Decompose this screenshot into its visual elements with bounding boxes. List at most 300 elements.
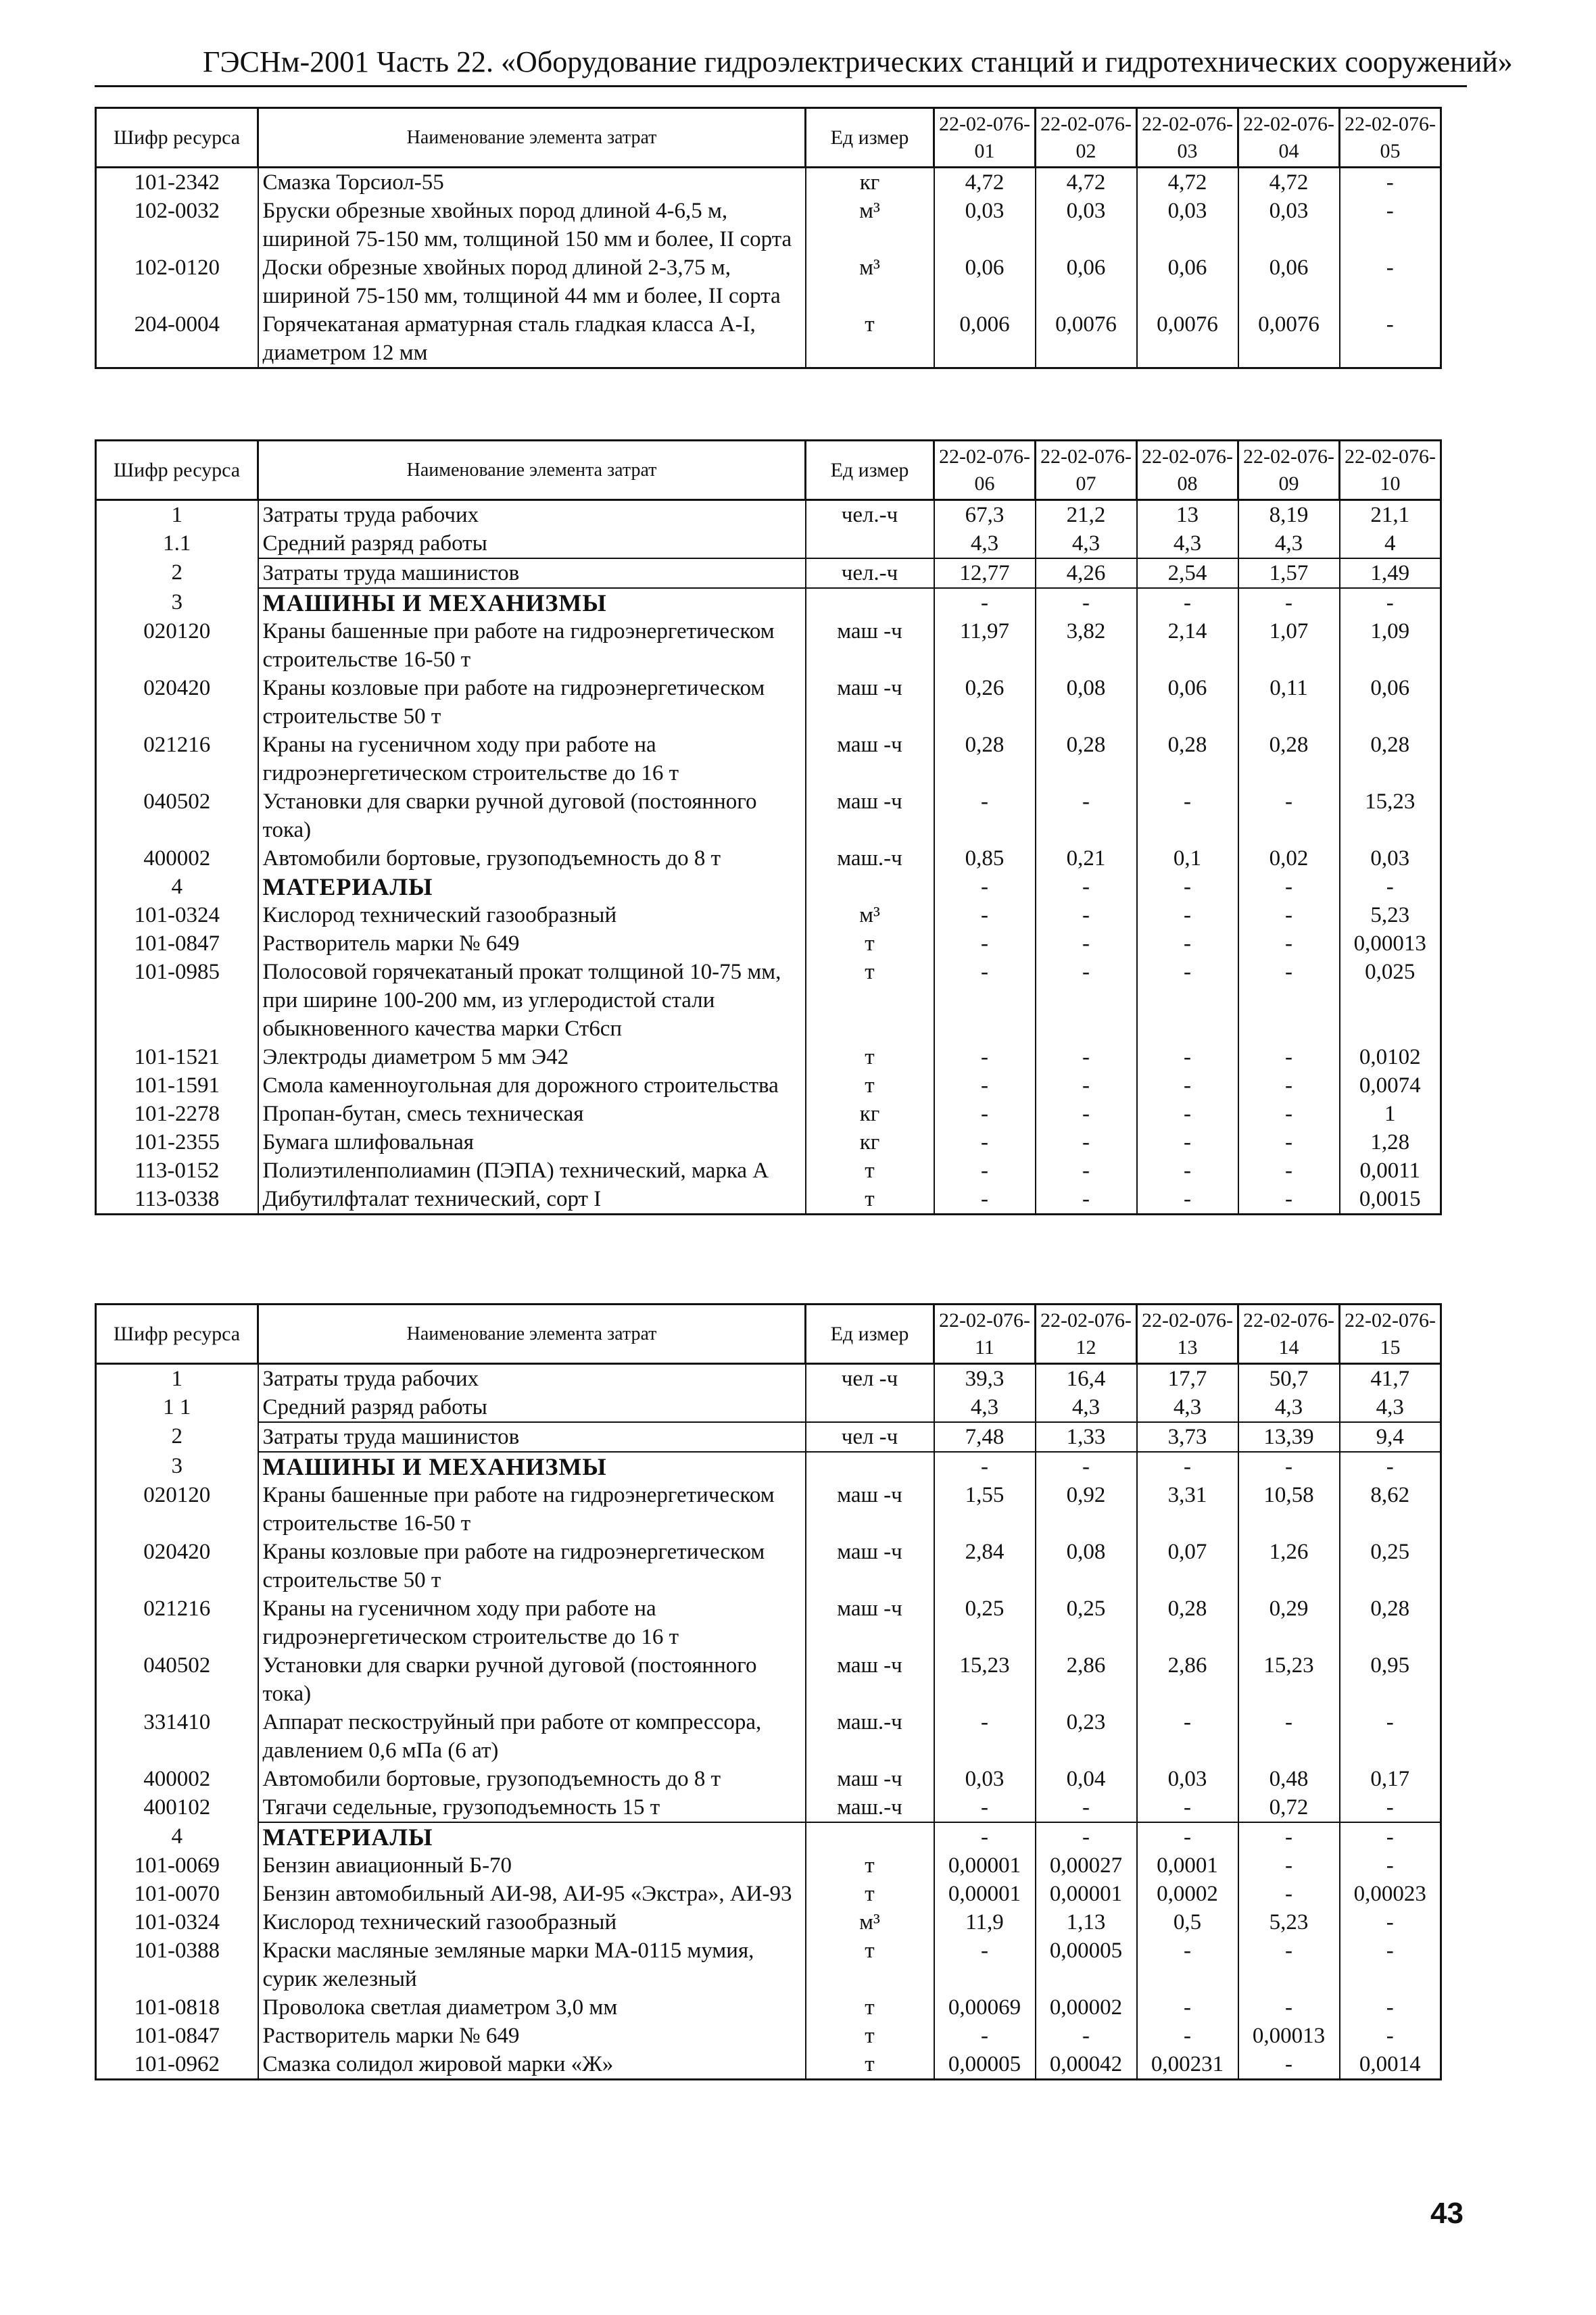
value-cell: - — [934, 1822, 1036, 1851]
unit-cell — [806, 1452, 934, 1481]
value-cell: - — [1137, 873, 1238, 901]
value-cell: 0,25 — [934, 1594, 1036, 1651]
value-cell: 4,3 — [1137, 529, 1238, 558]
value-cell: - — [1340, 1908, 1441, 1936]
value-cell: - — [1238, 1993, 1340, 2022]
value-cell: 4,3 — [934, 529, 1036, 558]
value-cell: - — [1137, 1100, 1238, 1128]
value-cell: - — [1137, 1822, 1238, 1851]
unit-cell: т — [806, 1185, 934, 1215]
unit-cell — [806, 1822, 934, 1851]
table-row — [96, 310, 1441, 368]
cost-element-name: Пропан-бутан, смесь техническая — [258, 1100, 806, 1128]
value-cell: 3,82 — [1036, 617, 1137, 674]
unit-cell: т — [806, 958, 934, 1043]
value-cell: 5,23 — [1238, 1908, 1340, 1936]
value-cell: 1,57 — [1238, 558, 1340, 588]
table-row — [96, 1071, 1441, 1100]
header-col: 22-02-076-08 — [1137, 441, 1238, 500]
resource-code: 102-0032 — [96, 197, 258, 253]
header-col: 22-02-076-02 — [1036, 108, 1137, 168]
header-col: 22-02-076-15 — [1340, 1305, 1441, 1364]
resource-code: 101-2278 — [96, 1100, 258, 1128]
value-cell: 0,28 — [1137, 1594, 1238, 1651]
value-cell: - — [1137, 1071, 1238, 1100]
resource-code: 400002 — [96, 844, 258, 873]
cost-element-name: МАШИНЫ И МЕХАНИЗМЫ — [258, 588, 806, 617]
unit-cell: кг — [806, 1100, 934, 1128]
cost-element-name: Краны козловые при работе на гидроэнергетическом строительстве 50 т — [258, 1538, 806, 1594]
value-cell: - — [1238, 873, 1340, 901]
value-cell: 0,29 — [1238, 1594, 1340, 1651]
value-cell: - — [1340, 1851, 1441, 1880]
cost-element-name: Бумага шлифовальная — [258, 1128, 806, 1156]
value-cell: 0,25 — [1340, 1538, 1441, 1594]
table-row — [96, 1765, 1441, 1793]
value-cell: 4,72 — [1238, 168, 1340, 197]
value-cell: 4,3 — [1137, 1393, 1238, 1422]
cost-element-name: Доски обрезные хвойных пород длиной 2-3,75 м, шириной 75-150 мм, толщиной 44 мм и более, II сорта — [258, 253, 806, 310]
value-cell: 0,28 — [1340, 731, 1441, 787]
value-cell: 0,95 — [1340, 1651, 1441, 1708]
value-cell: - — [1238, 1851, 1340, 1880]
value-cell: - — [1137, 2022, 1238, 2050]
value-cell: 12,77 — [934, 558, 1036, 588]
value-cell: - — [934, 929, 1036, 958]
value-cell: 0,28 — [1238, 731, 1340, 787]
table-row — [96, 1822, 1441, 1851]
value-cell: 0,03 — [1137, 1765, 1238, 1793]
resource-code: 1 — [96, 500, 258, 530]
value-cell: - — [1340, 2022, 1441, 2050]
table-row — [96, 873, 1441, 901]
value-cell: 7,48 — [934, 1422, 1036, 1452]
value-cell: 10,58 — [1238, 1481, 1340, 1538]
value-cell: 4,72 — [934, 168, 1036, 197]
value-cell: 1,33 — [1036, 1422, 1137, 1452]
cost-element-name: Полосовой горячекатаный прокат толщиной 10-75 мм, при ширине 100-200 мм, из углеродистой стали обыкновенного качества марки Ст6сп — [258, 958, 806, 1043]
value-cell: - — [934, 1128, 1036, 1156]
value-cell: - — [1036, 1185, 1137, 1215]
table-row — [96, 844, 1441, 873]
value-cell: 41,7 — [1340, 1364, 1441, 1394]
unit-cell: кг — [806, 168, 934, 197]
value-cell: - — [934, 588, 1036, 617]
cost-element-name: Смазка солидол жировой марки «Ж» — [258, 2050, 806, 2080]
norm-table-2 — [95, 439, 1442, 1215]
header-rule — [95, 85, 1467, 87]
value-cell: 0,11 — [1238, 674, 1340, 731]
value-cell: - — [1238, 1043, 1340, 1071]
unit-cell: маш -ч — [806, 1651, 934, 1708]
value-cell: 2,86 — [1036, 1651, 1137, 1708]
value-cell: 39,3 — [934, 1364, 1036, 1394]
unit-cell: т — [806, 310, 934, 368]
value-cell: 0,025 — [1340, 958, 1441, 1043]
value-cell: - — [1340, 1822, 1441, 1851]
value-cell: - — [1238, 1936, 1340, 1993]
value-cell: 0,00002 — [1036, 1993, 1137, 2022]
resource-code: 1 1 — [96, 1393, 258, 1422]
value-cell: 0,00013 — [1238, 2022, 1340, 2050]
table-row — [96, 674, 1441, 731]
unit-cell — [806, 1393, 934, 1422]
header-code: Шифр ресурса — [96, 1305, 258, 1364]
value-cell: 0,03 — [1238, 197, 1340, 253]
value-cell: 4 — [1340, 529, 1441, 558]
table-row — [96, 1481, 1441, 1538]
value-cell: - — [934, 1071, 1036, 1100]
value-cell: 0,72 — [1238, 1793, 1340, 1822]
value-cell: - — [1036, 1822, 1137, 1851]
norm-table-1 — [95, 107, 1442, 369]
value-cell: 21,2 — [1036, 500, 1137, 530]
value-cell: - — [934, 2022, 1036, 2050]
table-row — [96, 529, 1441, 558]
value-cell: - — [1137, 1452, 1238, 1481]
value-cell: - — [934, 873, 1036, 901]
table-row — [96, 731, 1441, 787]
unit-cell: т — [806, 1043, 934, 1071]
value-cell: - — [1238, 929, 1340, 958]
resource-code: 204-0004 — [96, 310, 258, 368]
value-cell: - — [1238, 588, 1340, 617]
value-cell: - — [1036, 1156, 1137, 1185]
resource-code: 113-0338 — [96, 1185, 258, 1215]
value-cell: 0,21 — [1036, 844, 1137, 873]
value-cell: - — [1137, 1128, 1238, 1156]
value-cell: 0,25 — [1036, 1594, 1137, 1651]
cost-element-name: Тягачи седельные, грузоподъемность 15 т — [258, 1793, 806, 1822]
resource-code: 113-0152 — [96, 1156, 258, 1185]
value-cell: 0,28 — [1340, 1594, 1441, 1651]
value-cell: 0,00027 — [1036, 1851, 1137, 1880]
value-cell: - — [1137, 1993, 1238, 2022]
value-cell: 4,3 — [1238, 529, 1340, 558]
resource-code: 101-0962 — [96, 2050, 258, 2080]
cost-element-name: Смазка Торсиол-55 — [258, 168, 806, 197]
value-cell: - — [1137, 1936, 1238, 1993]
value-cell: - — [1137, 1043, 1238, 1071]
value-cell: 4,72 — [1137, 168, 1238, 197]
value-cell: 0,00005 — [934, 2050, 1036, 2080]
unit-cell — [806, 588, 934, 617]
cost-element-name: Автомобили бортовые, грузоподъемность до 8 т — [258, 1765, 806, 1793]
value-cell: - — [934, 958, 1036, 1043]
value-cell: 2,84 — [934, 1538, 1036, 1594]
resource-code: 101-0818 — [96, 1993, 258, 2022]
value-cell: 0,85 — [934, 844, 1036, 873]
resource-code: 040502 — [96, 787, 258, 844]
cost-element-name: Горячекатаная арматурная сталь гладкая класса А-I, диаметром 12 мм — [258, 310, 806, 368]
header-code: Шифр ресурса — [96, 441, 258, 500]
value-cell: 0,006 — [934, 310, 1036, 368]
cost-element-name: Кислород технический газообразный — [258, 901, 806, 929]
value-cell: 3,73 — [1137, 1422, 1238, 1452]
cost-element-name: Установки для сварки ручной дуговой (постоянного тока) — [258, 787, 806, 844]
value-cell: 4,3 — [1036, 1393, 1137, 1422]
value-cell: 0,07 — [1137, 1538, 1238, 1594]
cost-element-name: МАШИНЫ И МЕХАНИЗМЫ — [258, 1452, 806, 1481]
header-col: 22-02-076-09 — [1238, 441, 1340, 500]
cost-element-name: Краны на гусеничном ходу при работе на гидроэнергетическом строительстве до 16 т — [258, 731, 806, 787]
value-cell: - — [1036, 2022, 1137, 2050]
cost-element-name: Растворитель марки № 649 — [258, 929, 806, 958]
cost-element-name: Бензин авиационный Б-70 — [258, 1851, 806, 1880]
value-cell: - — [934, 901, 1036, 929]
value-cell: 0,00001 — [1036, 1880, 1137, 1908]
value-cell: - — [1238, 1156, 1340, 1185]
value-cell: - — [934, 787, 1036, 844]
value-cell: - — [1137, 901, 1238, 929]
unit-cell: маш.-ч — [806, 1708, 934, 1765]
value-cell: 13 — [1137, 500, 1238, 530]
value-cell: 2,14 — [1137, 617, 1238, 674]
value-cell: 1,28 — [1340, 1128, 1441, 1156]
header-col: 22-02-076-10 — [1340, 441, 1441, 500]
unit-cell: маш.-ч — [806, 1793, 934, 1822]
value-cell: 8,62 — [1340, 1481, 1441, 1538]
value-cell: - — [1340, 1452, 1441, 1481]
value-cell: 1,26 — [1238, 1538, 1340, 1594]
value-cell: 0,03 — [1340, 844, 1441, 873]
value-cell: - — [1238, 1452, 1340, 1481]
value-cell: - — [1036, 588, 1137, 617]
table-row — [96, 617, 1441, 674]
value-cell: 4,3 — [934, 1393, 1036, 1422]
value-cell: - — [1238, 1880, 1340, 1908]
resource-code: 021216 — [96, 1594, 258, 1651]
value-cell: 0,03 — [934, 197, 1036, 253]
header-name: Наименование элемента затрат — [258, 108, 806, 168]
value-cell: - — [1137, 1185, 1238, 1215]
unit-cell: т — [806, 1071, 934, 1100]
table-row — [96, 1993, 1441, 2022]
value-cell: - — [1238, 1128, 1340, 1156]
value-cell: - — [1238, 901, 1340, 929]
header-col: 22-02-076-12 — [1036, 1305, 1137, 1364]
resource-code: 102-0120 — [96, 253, 258, 310]
value-cell: - — [1137, 929, 1238, 958]
header-col: 22-02-076-01 — [934, 108, 1036, 168]
value-cell: 0,03 — [1137, 197, 1238, 253]
value-cell: 0,00023 — [1340, 1880, 1441, 1908]
unit-cell: т — [806, 1156, 934, 1185]
value-cell: 0,92 — [1036, 1481, 1137, 1538]
value-cell: - — [1238, 1185, 1340, 1215]
resource-code: 1 — [96, 1364, 258, 1394]
value-cell: 1,55 — [934, 1481, 1036, 1538]
value-cell: 0,04 — [1036, 1765, 1137, 1793]
table-row — [96, 588, 1441, 617]
cost-element-name: Затраты труда рабочих — [258, 1364, 806, 1394]
value-cell: 0,06 — [1137, 253, 1238, 310]
table-header — [96, 1305, 1441, 1364]
resource-code: 020420 — [96, 674, 258, 731]
cost-element-name: Смола каменноугольная для дорожного строительства — [258, 1071, 806, 1100]
value-cell: 0,03 — [1036, 197, 1137, 253]
value-cell: - — [1036, 901, 1137, 929]
table-row — [96, 197, 1441, 253]
cost-element-name: Краны башенные при работе на гидроэнергетическом строительстве 16-50 т — [258, 1481, 806, 1538]
value-cell: 0,02 — [1238, 844, 1340, 873]
table-row — [96, 1936, 1441, 1993]
table-row — [96, 1100, 1441, 1128]
table-body — [96, 168, 1441, 368]
value-cell: - — [1036, 873, 1137, 901]
unit-cell: маш -ч — [806, 617, 934, 674]
resource-code: 020420 — [96, 1538, 258, 1594]
header-code: Шифр ресурса — [96, 108, 258, 168]
value-cell: - — [1340, 197, 1441, 253]
table-row — [96, 787, 1441, 844]
value-cell: - — [1238, 1071, 1340, 1100]
value-cell: 0,0076 — [1238, 310, 1340, 368]
value-cell: 1,49 — [1340, 558, 1441, 588]
value-cell: 0,00231 — [1137, 2050, 1238, 2080]
unit-cell: маш -ч — [806, 674, 934, 731]
table-row — [96, 1156, 1441, 1185]
value-cell: - — [934, 1156, 1036, 1185]
table-row — [96, 168, 1441, 197]
value-cell: 0,28 — [1137, 731, 1238, 787]
table-row — [96, 901, 1441, 929]
table-row — [96, 1538, 1441, 1594]
unit-cell: м³ — [806, 253, 934, 310]
value-cell: - — [934, 1100, 1036, 1128]
value-cell: 1,13 — [1036, 1908, 1137, 1936]
table-row — [96, 1651, 1441, 1708]
value-cell: 0,23 — [1036, 1708, 1137, 1765]
table-row — [96, 1393, 1441, 1422]
unit-cell: м³ — [806, 901, 934, 929]
value-cell: 0,06 — [1036, 253, 1137, 310]
value-cell: 2,54 — [1137, 558, 1238, 588]
resource-code: 101-2355 — [96, 1128, 258, 1156]
unit-cell: маш -ч — [806, 1538, 934, 1594]
unit-cell: т — [806, 929, 934, 958]
value-cell: - — [934, 1043, 1036, 1071]
resource-code: 101-0388 — [96, 1936, 258, 1993]
value-cell: 0,0076 — [1036, 310, 1137, 368]
header-col: 22-02-076-13 — [1137, 1305, 1238, 1364]
value-cell: 0,00069 — [934, 1993, 1036, 2022]
resource-code: 101-0847 — [96, 2022, 258, 2050]
resource-code: 101-1521 — [96, 1043, 258, 1071]
value-cell: - — [1036, 1128, 1137, 1156]
resource-code: 101-0324 — [96, 1908, 258, 1936]
resource-code: 331410 — [96, 1708, 258, 1765]
value-cell: 0,00013 — [1340, 929, 1441, 958]
unit-cell: маш -ч — [806, 1481, 934, 1538]
table-header — [96, 108, 1441, 168]
cost-element-name: Средний разряд работы — [258, 1393, 806, 1422]
cost-element-name: Проволока светлая диаметром 3,0 мм — [258, 1993, 806, 2022]
value-cell: 13,39 — [1238, 1422, 1340, 1452]
table-body — [96, 500, 1441, 1215]
norm-table-3 — [95, 1303, 1442, 2080]
unit-cell: т — [806, 1993, 934, 2022]
cost-element-name: Бруски обрезные хвойных пород длиной 4-6,5 м, шириной 75-150 мм, толщиной 150 мм и более, II сорта — [258, 197, 806, 253]
value-cell: 0,5 — [1137, 1908, 1238, 1936]
header-unit: Ед измер — [806, 108, 934, 168]
value-cell: - — [934, 1793, 1036, 1822]
unit-cell: т — [806, 1851, 934, 1880]
value-cell: - — [1036, 929, 1137, 958]
unit-cell: маш -ч — [806, 1765, 934, 1793]
header-unit: Ед измер — [806, 1305, 934, 1364]
cost-element-name: Краны козловые при работе на гидроэнергетическом строительстве 50 т — [258, 674, 806, 731]
value-cell: - — [1238, 1822, 1340, 1851]
table-row — [96, 1452, 1441, 1481]
value-cell: 0,26 — [934, 674, 1036, 731]
value-cell: - — [1340, 873, 1441, 901]
table-row — [96, 558, 1441, 588]
resource-code: 101-0070 — [96, 1880, 258, 1908]
value-cell: - — [1238, 1100, 1340, 1128]
header-col: 22-02-076-14 — [1238, 1305, 1340, 1364]
value-cell: - — [1340, 1708, 1441, 1765]
value-cell: 0,08 — [1036, 1538, 1137, 1594]
value-cell: 17,7 — [1137, 1364, 1238, 1394]
value-cell: 4,3 — [1036, 529, 1137, 558]
value-cell: - — [1137, 1156, 1238, 1185]
value-cell: 0,0001 — [1137, 1851, 1238, 1880]
cost-element-name: Установки для сварки ручной дуговой (постоянного тока) — [258, 1651, 806, 1708]
value-cell: 0,17 — [1340, 1765, 1441, 1793]
value-cell: - — [1036, 1071, 1137, 1100]
value-cell: 0,0011 — [1340, 1156, 1441, 1185]
cost-element-name: Растворитель марки № 649 — [258, 2022, 806, 2050]
value-cell: 50,7 — [1238, 1364, 1340, 1394]
header-unit: Ед измер — [806, 441, 934, 500]
resource-code: 101-1591 — [96, 1071, 258, 1100]
unit-cell: маш -ч — [806, 731, 934, 787]
cost-element-name: Автомобили бортовые, грузоподъемность до 8 т — [258, 844, 806, 873]
unit-cell: м³ — [806, 197, 934, 253]
unit-cell: т — [806, 2050, 934, 2080]
unit-cell — [806, 873, 934, 901]
value-cell: 0,06 — [934, 253, 1036, 310]
value-cell: 1 — [1340, 1100, 1441, 1128]
value-cell: 0,0076 — [1137, 310, 1238, 368]
page-number: 43 — [1430, 2197, 1464, 2230]
value-cell: - — [1340, 310, 1441, 368]
table-row — [96, 1594, 1441, 1651]
value-cell: - — [1137, 958, 1238, 1043]
value-cell: 15,23 — [1340, 787, 1441, 844]
unit-cell: чел -ч — [806, 1364, 934, 1394]
table-row — [96, 500, 1441, 530]
value-cell: - — [1238, 1708, 1340, 1765]
resource-code: 020120 — [96, 1481, 258, 1538]
unit-cell: чел.-ч — [806, 558, 934, 588]
cost-element-name: Электроды диаметром 5 мм Э42 — [258, 1043, 806, 1071]
resource-code: 2 — [96, 558, 258, 588]
value-cell: 4,26 — [1036, 558, 1137, 588]
table-row — [96, 1364, 1441, 1394]
table-row — [96, 1851, 1441, 1880]
header-name: Наименование элемента затрат — [258, 1305, 806, 1364]
table-body — [96, 1364, 1441, 2080]
value-cell: - — [1036, 1043, 1137, 1071]
header-col: 22-02-076-04 — [1238, 108, 1340, 168]
header-col: 22-02-076-07 — [1036, 441, 1137, 500]
value-cell: - — [1340, 253, 1441, 310]
cost-element-name: Средний разряд работы — [258, 529, 806, 558]
cost-element-name: Затраты труда рабочих — [258, 500, 806, 530]
resource-code: 101-0069 — [96, 1851, 258, 1880]
